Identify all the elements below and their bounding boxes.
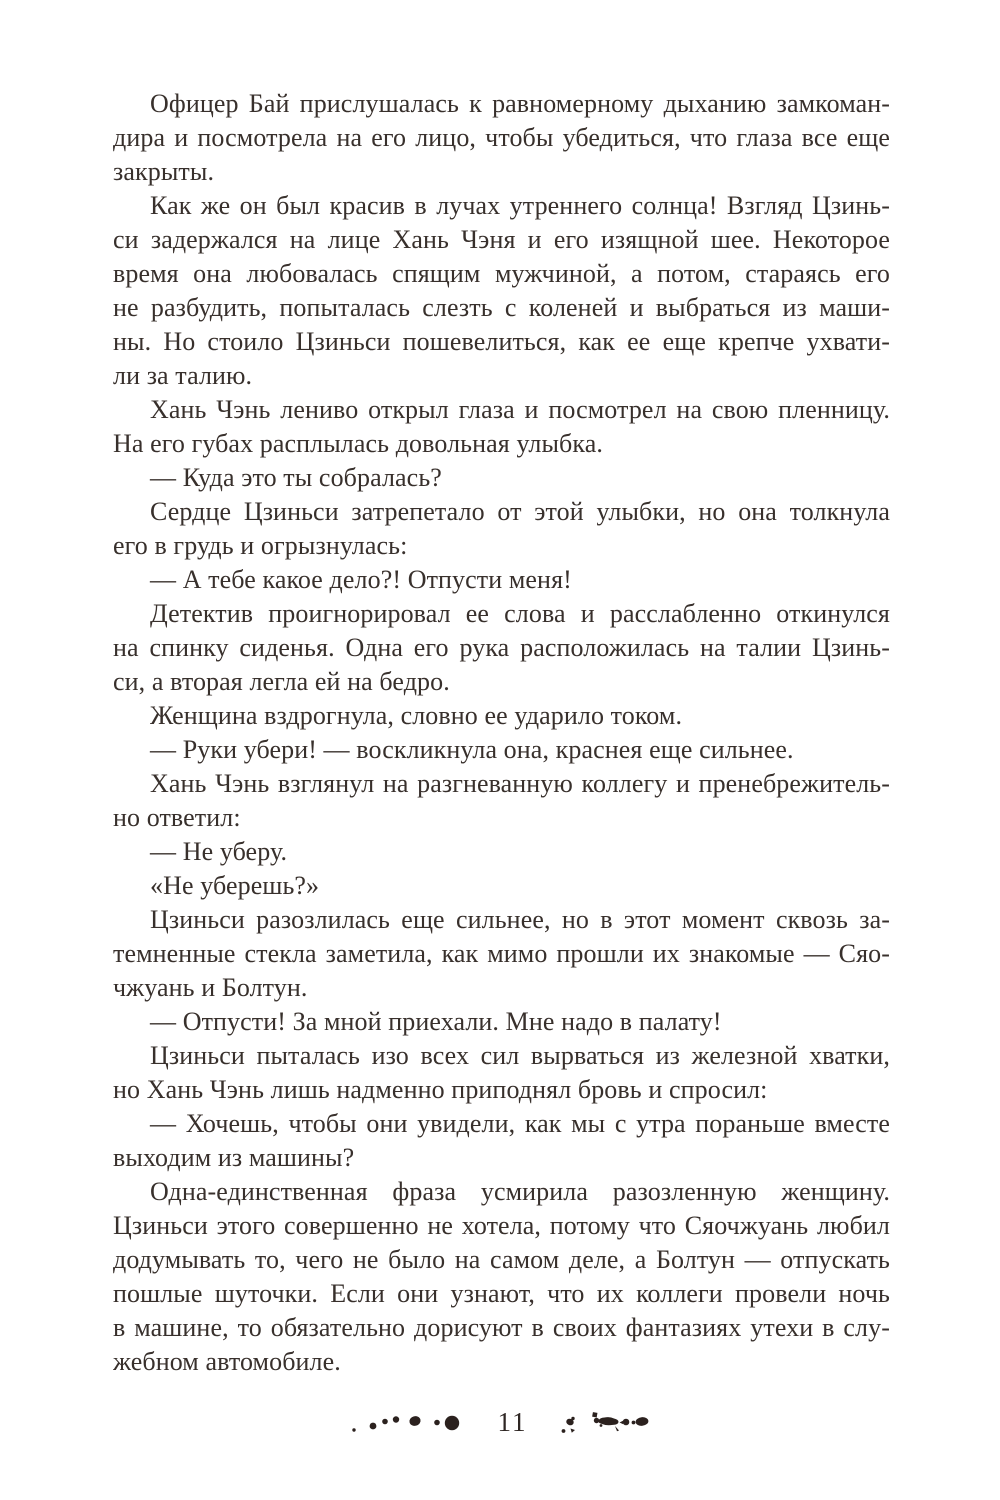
text-line: его в грудь и огрызнулась:	[113, 531, 408, 560]
text-line: — Куда это ты собралась?	[150, 463, 442, 492]
text-line: Цзиньси разозлилась еще сильнее, но в этот момент сквозь за-	[150, 905, 890, 934]
text-line: — Хочешь, чтобы они увидели, как мы с утра пораньше вместе	[150, 1109, 890, 1138]
paragraph	[113, 733, 890, 767]
text-line: — А тебе какое дело?! Отпусти меня!	[150, 565, 572, 594]
text-line: время она любовалась спящим мужчиной, а потом, стараясь его	[113, 259, 890, 288]
text-line: Офицер Бай прислушалась к равномерному дыханию замкоман-	[150, 89, 890, 118]
text-line: — Руки убери! — воскликнула она, краснея еще сильнее.	[150, 735, 794, 764]
text-line: темненные стекла заметила, как мимо прошли их знакомые — Сяо-	[113, 939, 890, 968]
paragraph	[113, 189, 890, 393]
paragraph	[113, 461, 890, 495]
ink-splatter-ornament	[560, 1408, 652, 1436]
text-line: ны. Но стоило Цзиньси пошевелиться, как ее еще крепче ухвати-	[113, 327, 890, 356]
paragraph	[113, 495, 890, 563]
text-line: ли за талию.	[113, 361, 253, 390]
page-footer	[0, 1401, 1000, 1443]
paragraph	[113, 563, 890, 597]
text-line: выходим из машины?	[113, 1143, 355, 1172]
text-line: но Хань Чэнь лишь надменно приподнял бровь и спросил:	[113, 1075, 768, 1104]
paragraph	[113, 1175, 890, 1379]
text-line: в машине, то обязательно дорисуют в своих фантазиях утехи в слу-	[113, 1313, 890, 1342]
text-line: но ответил:	[113, 803, 241, 832]
text-line: — Не уберу.	[150, 837, 288, 866]
paragraph	[113, 767, 890, 835]
text-line: закрыты.	[113, 157, 215, 186]
text-line: Сердце Цзиньси затрепетало от этой улыбки, но она толкнула	[150, 497, 890, 526]
text-line: Хань Чэнь лениво открыл глаза и посмотрел на свою пленницу.	[150, 395, 890, 424]
paragraph	[113, 903, 890, 1005]
text-line: жебном автомобиле.	[113, 1347, 341, 1376]
text-line: си, а вторая легла ей на бедро.	[113, 667, 450, 696]
paragraph	[113, 393, 890, 461]
text-line: Цзиньси этого совершенно не хотела, потому что Сяочжуань любил	[113, 1211, 890, 1240]
paragraph	[113, 869, 890, 903]
text-line: Как же он был красив в лучах утреннего солнца! Взгляд Цзинь-	[150, 191, 890, 220]
text-line: Женщина вздрогнула, словно ее ударило током.	[150, 701, 683, 730]
text-line: На его губах расплылась довольная улыбка.	[113, 429, 603, 458]
paragraph	[113, 87, 890, 189]
text-line: Цзиньси пыталась изо всех сил вырваться из железной хватки,	[150, 1041, 890, 1070]
page-number: 11	[497, 1406, 528, 1437]
ink-dots-ornament	[349, 1409, 466, 1435]
text-line: не разбудить, попыталась слезть с коленей и выбраться из маши-	[113, 293, 890, 322]
text-line: си задержался на лице Хань Чэня и его изящной шее. Некоторое	[113, 225, 890, 254]
text-line: Детектив проигнорировал ее слова и расслабленно откинулся	[150, 599, 890, 628]
paragraph	[113, 835, 890, 869]
paragraph	[113, 1005, 890, 1039]
text-line: чжуань и Болтун.	[113, 973, 308, 1002]
paragraph	[113, 699, 890, 733]
text-line: Хань Чэнь взглянул на разгневанную коллегу и пренебрежитель-	[150, 769, 890, 798]
text-line: дира и посмотрела на его лицо, чтобы убедиться, что глаза все еще	[113, 123, 890, 152]
text-line: на спинку сиденья. Одна его рука расположилась на талии Цзинь-	[113, 633, 890, 662]
text-line: — Отпусти! За мной приехали. Мне надо в палату!	[150, 1007, 722, 1036]
paragraph	[113, 1107, 890, 1175]
paragraph	[113, 597, 890, 699]
text-line: пошлые шуточки. Если они узнают, что их коллеги провели ночь	[113, 1279, 890, 1308]
text-line: додумывать то, чего не было на самом деле, а Болтун — отпускать	[113, 1245, 890, 1274]
paragraph	[113, 1039, 890, 1107]
text-line: Одна-единственная фраза усмирила разозленную женщину.	[150, 1177, 890, 1206]
text-line: «Не уберешь?»	[150, 871, 320, 900]
